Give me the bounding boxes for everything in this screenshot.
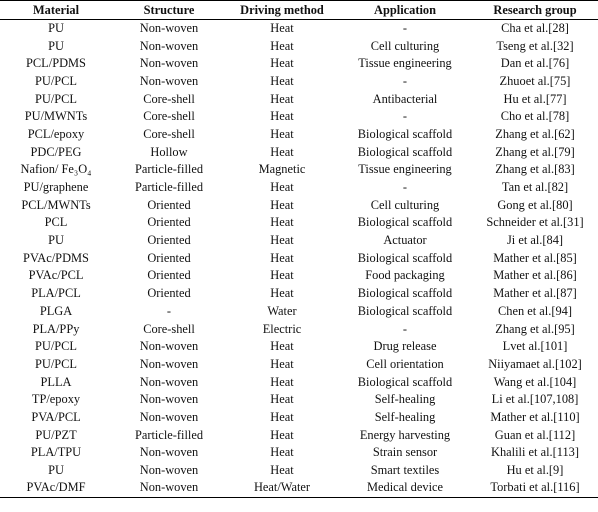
table-row — [0, 179, 598, 197]
cell-research-group: Khalili et al.[113] — [491, 445, 579, 460]
cell-driving-method: Heat — [270, 109, 294, 124]
cell-material: PVAc/DMF — [0, 479, 112, 497]
cell-application: - — [402, 73, 408, 88]
cell-structure: Non-woven — [139, 356, 199, 371]
cell-material: PU — [48, 38, 64, 53]
cell-material: PCL — [44, 215, 68, 230]
table-row — [0, 373, 598, 391]
cell-driving-method: Heat — [270, 56, 294, 71]
cell-structure: Oriented — [147, 268, 191, 283]
table-row — [0, 338, 598, 356]
cell-material: PU/PZT — [35, 427, 77, 442]
header-research-group: Research group — [472, 1, 598, 20]
cell-material: PU/PCL — [34, 73, 77, 88]
cell-material: PLGA — [39, 303, 73, 318]
cell-research-group: Mather et al.[86] — [493, 268, 577, 283]
cell-research-group: Torbati et al.[116] — [472, 479, 598, 497]
cell-application: Tissue engineering — [358, 162, 452, 177]
cell-structure: Oriented — [147, 250, 191, 265]
cell-application: Drug release — [373, 339, 437, 354]
cell-research-group: Zhuoet al.[75] — [499, 73, 571, 88]
table-row — [0, 143, 598, 161]
cell-application: Energy harvesting — [359, 427, 451, 442]
cell-material: PU/PCL — [34, 91, 77, 106]
cell-material: PU/graphene — [23, 180, 89, 195]
cell-research-group: Li et al.[107,108] — [491, 392, 579, 407]
header-application: Application — [338, 1, 472, 20]
cell-driving-method: Heat — [270, 463, 294, 478]
cell-material: PU/PCL — [34, 339, 77, 354]
cell-structure: Oriented — [147, 197, 191, 212]
table-row — [0, 444, 598, 462]
cell-application: Self-healing — [374, 392, 436, 407]
table-row — [0, 108, 598, 126]
table-row — [0, 356, 598, 374]
cell-material: PU/PCL — [34, 356, 77, 371]
cell-structure: Core-shell — [143, 321, 195, 336]
cell-structure: Non-woven — [139, 339, 199, 354]
table-row — [0, 196, 598, 214]
cell-material: PU — [48, 21, 64, 36]
table-row — [0, 37, 598, 55]
table-header — [0, 1, 598, 20]
cell-driving-method: Electric — [262, 321, 302, 336]
cell-structure: Particle-filled — [134, 180, 204, 195]
table-row — [0, 303, 598, 321]
cell-application: Biological scaffold — [357, 250, 453, 265]
cell-application: Cell orientation — [366, 356, 444, 371]
cell-structure: Particle-filled — [134, 162, 204, 177]
cell-material: PCL/PDMS — [26, 56, 86, 71]
header-driving-method: Driving method — [226, 1, 338, 20]
cell-structure: Non-woven — [139, 409, 199, 424]
table-row — [0, 462, 598, 480]
cell-driving-method: Heat — [270, 427, 294, 442]
cell-driving-method: Heat/Water — [226, 479, 338, 497]
cell-material: PVA/PCL — [31, 409, 81, 424]
cell-driving-method: Heat — [270, 144, 294, 159]
cell-research-group: Schneider et al.[31] — [486, 215, 584, 230]
cell-research-group: Lvet al.[101] — [502, 339, 568, 354]
cell-driving-method: Heat — [270, 392, 294, 407]
cell-material: PVAc/PCL — [28, 268, 84, 283]
cell-application: Biological scaffold — [357, 303, 453, 318]
cell-material: Nafion/ Fe₃O₄ — [20, 162, 92, 177]
cell-structure: Non-woven — [139, 392, 199, 407]
cell-material: PLLA — [40, 374, 72, 389]
cell-application: Smart textiles — [370, 463, 440, 478]
cell-driving-method: Heat — [270, 409, 294, 424]
cell-material: PU — [48, 463, 64, 478]
cell-driving-method: Heat — [270, 197, 294, 212]
cell-research-group: Mather et al.[85] — [493, 250, 577, 265]
table-row — [0, 214, 598, 232]
cell-driving-method: Heat — [270, 215, 294, 230]
cell-research-group: Hu et al.[9] — [506, 463, 564, 478]
cell-research-group: Wang et al.[104] — [493, 374, 577, 389]
cell-driving-method: Heat — [270, 126, 294, 141]
cell-structure: Non-woven — [139, 463, 199, 478]
cell-application: Antibacterial — [372, 91, 438, 106]
cell-research-group: Tseng et al.[32] — [496, 38, 574, 53]
table-row — [0, 90, 598, 108]
cell-application: Biological scaffold — [357, 215, 453, 230]
cell-driving-method: Heat — [270, 38, 294, 53]
cell-application: Biological scaffold — [357, 286, 453, 301]
cell-application: - — [402, 321, 408, 336]
table-row — [0, 126, 598, 144]
cell-application: Actuator — [383, 233, 427, 248]
table-row — [0, 267, 598, 285]
cell-application: Biological scaffold — [357, 126, 453, 141]
header-material: Material — [0, 1, 112, 20]
cell-structure: Hollow — [150, 144, 188, 159]
table-row — [0, 249, 598, 267]
cell-structure: Non-woven — [112, 479, 226, 497]
cell-structure: Oriented — [147, 286, 191, 301]
cell-structure: Non-woven — [139, 73, 199, 88]
table-row — [0, 426, 598, 444]
header-row — [0, 1, 598, 20]
table-row — [0, 161, 598, 179]
cell-application: Medical device — [338, 479, 472, 497]
cell-structure: Core-shell — [143, 109, 195, 124]
table-row — [0, 479, 598, 497]
cell-structure: Non-woven — [139, 21, 199, 36]
cell-driving-method: Heat — [270, 374, 294, 389]
cell-structure: Non-woven — [139, 56, 199, 71]
cell-driving-method: Heat — [270, 91, 294, 106]
cell-application: Biological scaffold — [357, 374, 453, 389]
cell-structure: Particle-filled — [134, 427, 204, 442]
cell-driving-method: Heat — [270, 268, 294, 283]
table-row — [0, 409, 598, 427]
cell-research-group: Chen et al.[94] — [498, 303, 572, 318]
cell-application: Cell culturing — [370, 197, 440, 212]
cell-application: Tissue engineering — [358, 56, 452, 71]
cell-material: PLA/PCL — [31, 286, 81, 301]
cell-driving-method: Heat — [270, 180, 294, 195]
cell-driving-method: Heat — [270, 445, 294, 460]
cell-application: Self-healing — [374, 409, 436, 424]
table-row — [0, 285, 598, 303]
cell-application: - — [402, 109, 408, 124]
cell-material: PLA/TPU — [30, 445, 82, 460]
cell-research-group: Ji et al.[84] — [506, 233, 564, 248]
cell-structure: Non-woven — [139, 445, 199, 460]
table-body — [0, 20, 598, 498]
cell-research-group: Guan et al.[112] — [494, 427, 576, 442]
cell-application: - — [402, 180, 408, 195]
cell-application: Food packaging — [365, 268, 445, 283]
cell-research-group: Mather et al.[87] — [493, 286, 577, 301]
table-row — [0, 55, 598, 73]
cell-research-group: Hu et al.[77] — [503, 91, 567, 106]
cell-research-group: Tan et al.[82] — [501, 180, 569, 195]
table-row — [0, 20, 598, 38]
cell-structure: Oriented — [147, 233, 191, 248]
cell-structure: Core-shell — [143, 91, 195, 106]
cell-material: TP/epoxy — [31, 392, 81, 407]
cell-application: Biological scaffold — [357, 144, 453, 159]
cell-material: PU/MWNTs — [24, 109, 88, 124]
cell-driving-method: Heat — [270, 356, 294, 371]
cell-driving-method: Heat — [270, 233, 294, 248]
cell-structure: - — [166, 303, 172, 318]
cell-driving-method: Heat — [270, 73, 294, 88]
cell-structure: Non-woven — [139, 38, 199, 53]
cell-material: PCL/epoxy — [27, 126, 85, 141]
cell-application: - — [402, 21, 408, 36]
cell-material: PVAc/PDMS — [23, 250, 89, 265]
cell-material: PCL/MWNTs — [21, 197, 91, 212]
cell-application: Cell culturing — [370, 38, 440, 53]
cell-material: PU — [48, 233, 64, 248]
cell-research-group: Cho et al.[78] — [500, 109, 570, 124]
table-row — [0, 391, 598, 409]
cell-material: PLA/PPy — [32, 321, 80, 336]
cell-research-group: Gong et al.[80] — [497, 197, 573, 212]
table-row — [0, 232, 598, 250]
cell-research-group: Zhang et al.[79] — [495, 144, 575, 159]
cell-driving-method: Heat — [270, 21, 294, 36]
cell-driving-method: Heat — [270, 250, 294, 265]
cell-driving-method: Magnetic — [258, 162, 306, 177]
cell-material: PDC/PEG — [30, 144, 82, 159]
cell-application: Strain sensor — [372, 445, 438, 460]
cell-research-group: Cha et al.[28] — [501, 21, 569, 36]
cell-driving-method: Heat — [270, 339, 294, 354]
cell-structure: Non-woven — [139, 374, 199, 389]
cell-structure: Core-shell — [143, 126, 195, 141]
cell-driving-method: Heat — [270, 286, 294, 301]
cell-research-group: Zhang et al.[83] — [495, 162, 575, 177]
cell-structure: Oriented — [147, 215, 191, 230]
cell-research-group: Dan et al.[76] — [500, 56, 570, 71]
cell-research-group: Zhang et al.[95] — [495, 321, 575, 336]
cell-research-group: Zhang et al.[62] — [495, 126, 575, 141]
cell-research-group: Mather et al.[110] — [490, 409, 580, 424]
header-structure: Structure — [112, 1, 226, 20]
cell-driving-method: Water — [267, 303, 297, 318]
cell-research-group: Niiyamaet al.[102] — [488, 356, 582, 371]
table-row — [0, 320, 598, 338]
table-row — [0, 73, 598, 91]
